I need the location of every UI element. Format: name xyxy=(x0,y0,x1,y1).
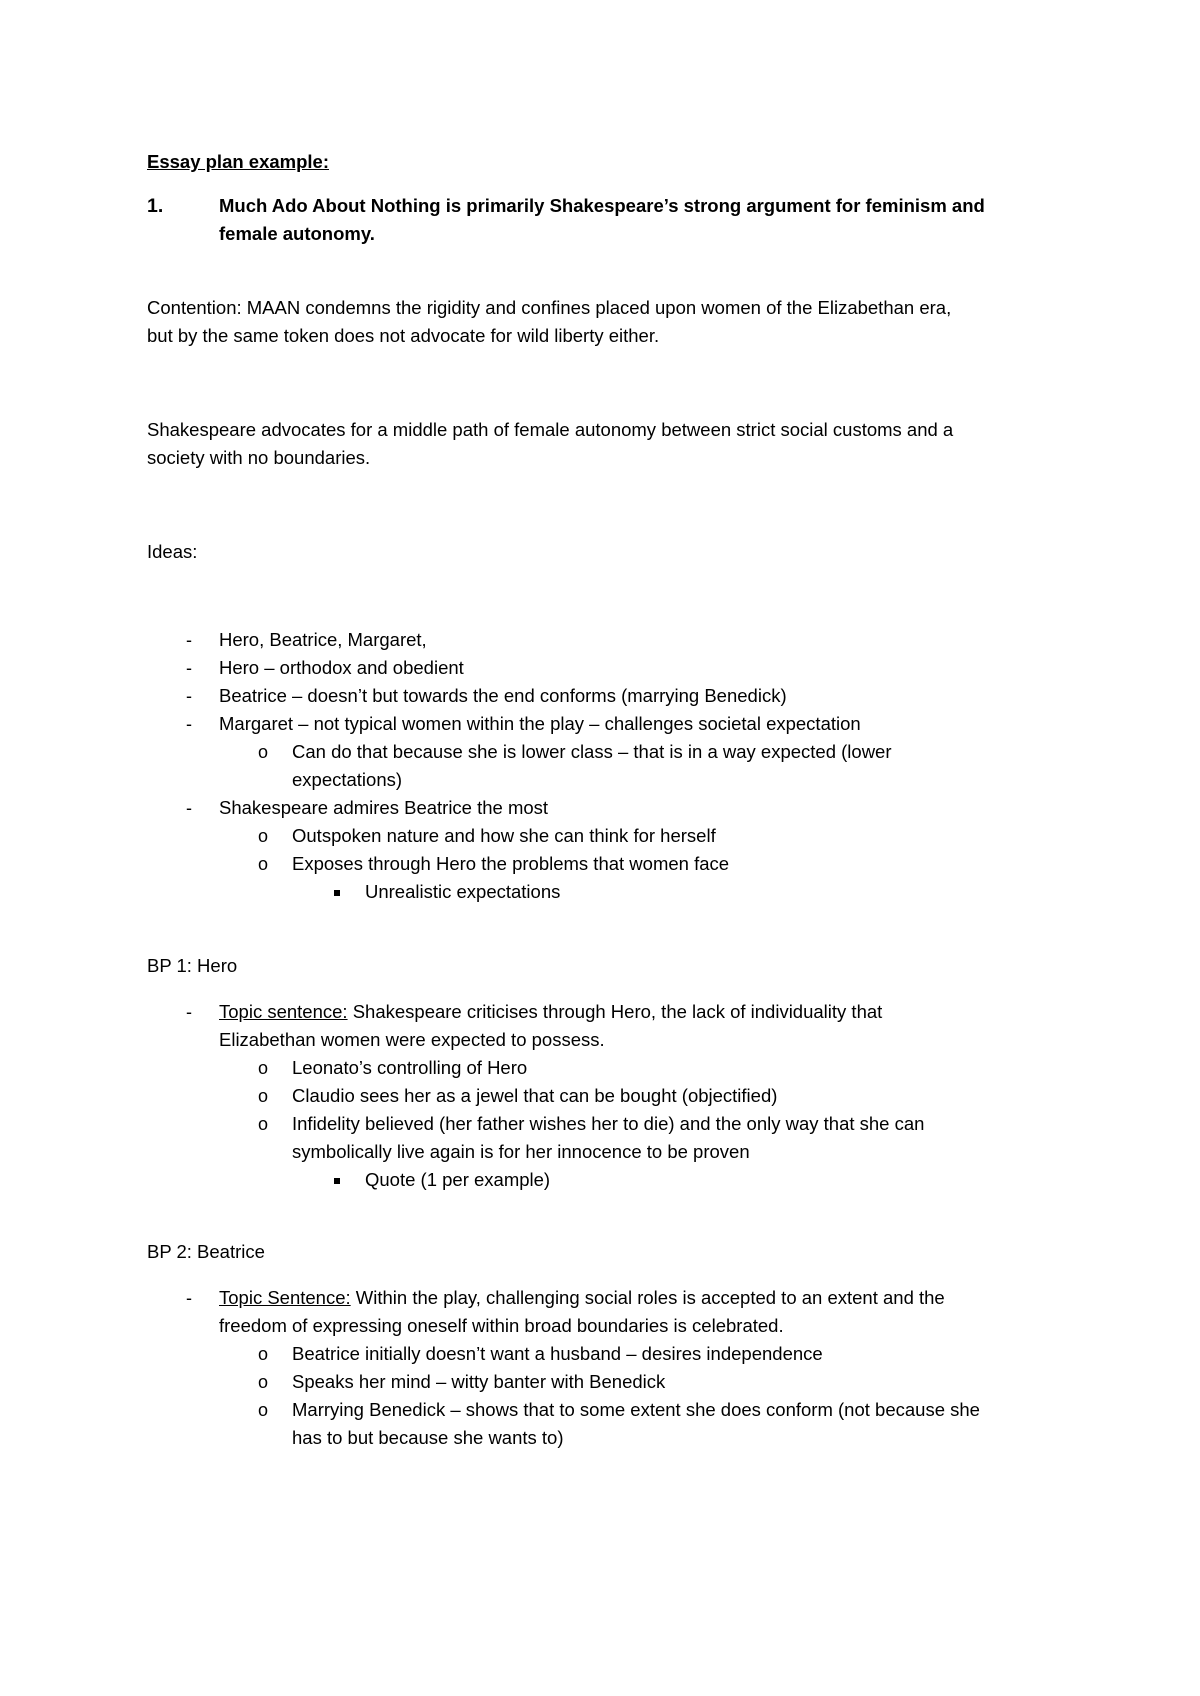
topic-sentence-label: Topic Sentence: xyxy=(219,1287,351,1308)
list-item: Outspoken nature and how she can think for herself xyxy=(292,825,716,846)
circle-bullet: o xyxy=(258,854,269,874)
topic-sentence-label: Topic sentence: xyxy=(219,1001,348,1022)
square-bullet-icon xyxy=(334,890,340,896)
list-item: Claudio sees her as a jewel that can be bought (objectified) xyxy=(292,1085,778,1106)
question-text-line-2: female autonomy. xyxy=(219,223,375,244)
circle-bullet: o xyxy=(258,1058,269,1078)
ideas-heading: Ideas: xyxy=(147,541,198,562)
circle-bullet: o xyxy=(258,1086,269,1106)
list-item-continuation: symbolically live again is for her innocence to be proven xyxy=(292,1141,750,1162)
list-item: Speaks her mind – witty banter with Benedick xyxy=(292,1371,666,1392)
list-item-continuation: expectations) xyxy=(292,769,403,790)
list-item-continuation: has to but because she wants to) xyxy=(292,1427,564,1448)
dash-bullet: - xyxy=(186,686,192,706)
dash-bullet: - xyxy=(186,658,192,678)
contention-line-1: Contention: MAAN condemns the rigidity and confines placed upon women of the Elizabethan era, xyxy=(147,297,952,318)
list-item: Quote (1 per example) xyxy=(365,1169,551,1190)
circle-bullet: o xyxy=(258,1344,269,1364)
list-item: Infidelity believed (her father wishes her to die) and the only way that she can xyxy=(292,1113,925,1134)
topic-sentence-text: Within the play, challenging social roles is accepted to an extent and the xyxy=(350,1287,945,1308)
bp2-topic-sentence-line-1 xyxy=(219,1287,945,1309)
list-item: Hero – orthodox and obedient xyxy=(219,657,464,678)
bp1-heading: BP 1: Hero xyxy=(147,955,238,976)
circle-bullet: o xyxy=(258,1400,269,1420)
dash-bullet: - xyxy=(186,798,192,818)
circle-bullet: o xyxy=(258,1114,269,1134)
list-item: Can do that because she is lower class – that is in a way expected (lower xyxy=(292,741,892,762)
list-item: Margaret – not typical women within the play – challenges societal expectation xyxy=(219,713,861,734)
circle-bullet: o xyxy=(258,826,269,846)
dash-bullet: - xyxy=(186,630,192,650)
list-item: Leonato’s controlling of Hero xyxy=(292,1057,528,1078)
bp1-topic-sentence-line-2: Elizabethan women were expected to possess. xyxy=(219,1029,605,1050)
list-item: Exposes through Hero the problems that women face xyxy=(292,853,730,874)
middle-path-line-1: Shakespeare advocates for a middle path of female autonomy between strict social customs and a xyxy=(147,419,954,440)
circle-bullet: o xyxy=(258,742,269,762)
dash-bullet: - xyxy=(186,714,192,734)
list-item: Beatrice initially doesn’t want a husband – desires independence xyxy=(292,1343,823,1364)
contention-line-2: but by the same token does not advocate for wild liberty either. xyxy=(147,325,660,346)
essay-plan-heading: Essay plan example: xyxy=(147,151,330,172)
square-bullet-icon xyxy=(334,1178,340,1184)
question-text-line-1: Much Ado About Nothing is primarily Shakespeare’s strong argument for feminism and xyxy=(219,195,985,216)
list-item: Unrealistic expectations xyxy=(365,881,561,902)
question-number: 1. xyxy=(147,195,164,217)
list-item: Beatrice – doesn’t but towards the end conforms (marrying Benedick) xyxy=(219,685,787,706)
middle-path-line-2: society with no boundaries. xyxy=(147,447,371,468)
bp2-topic-sentence-line-2: freedom of expressing oneself within broad boundaries is celebrated. xyxy=(219,1315,784,1336)
bp1-topic-sentence-line-1 xyxy=(219,1001,882,1023)
list-item: Shakespeare admires Beatrice the most xyxy=(219,797,549,818)
dash-bullet: - xyxy=(186,1002,192,1022)
list-item: Hero, Beatrice, Margaret, xyxy=(219,629,427,650)
topic-sentence-text: Shakespeare criticises through Hero, the lack of individuality that xyxy=(347,1001,883,1022)
bp2-heading: BP 2: Beatrice xyxy=(147,1241,265,1262)
circle-bullet: o xyxy=(258,1372,269,1392)
dash-bullet: - xyxy=(186,1288,192,1308)
list-item: Marrying Benedick – shows that to some extent she does conform (not because she xyxy=(292,1399,980,1420)
